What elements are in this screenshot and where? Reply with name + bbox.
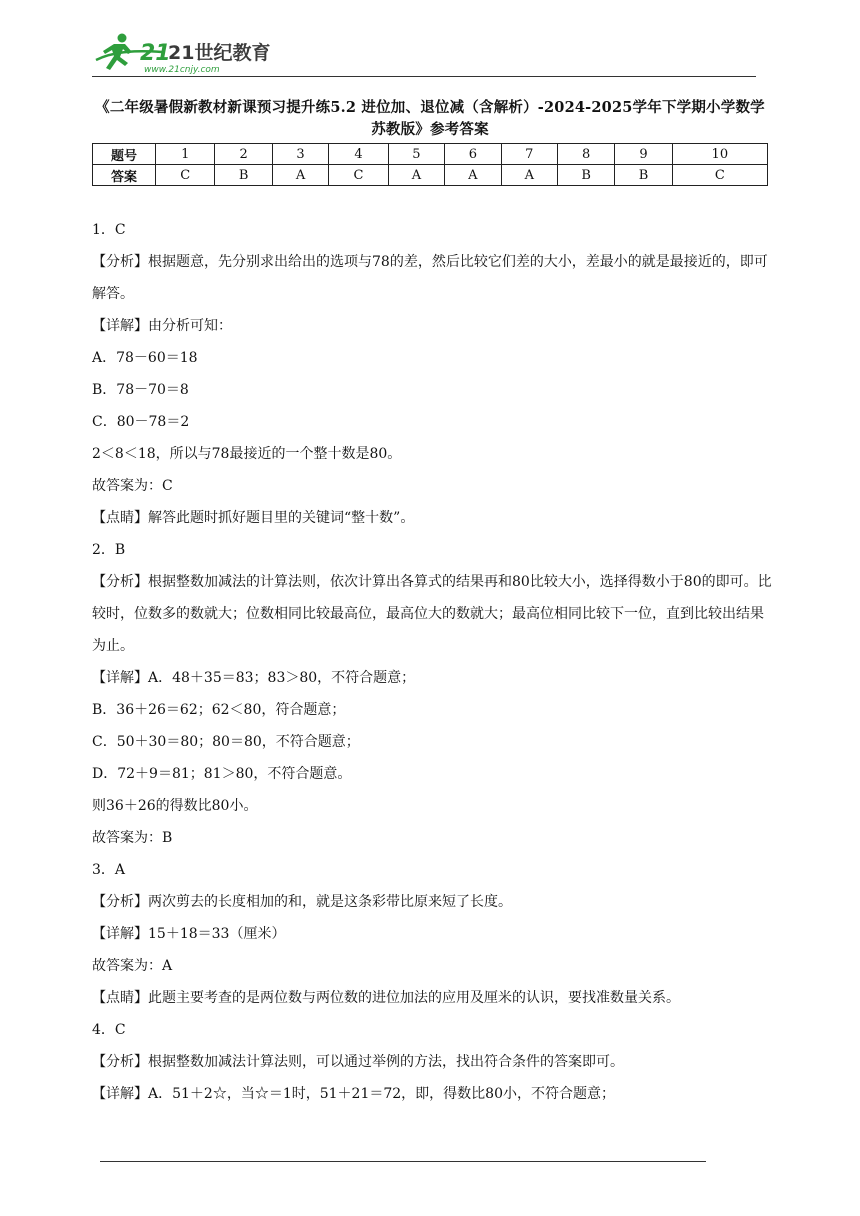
detail-line: 2＜8＜18，所以与78最接近的一个整十数是80。 <box>92 446 402 462</box>
detail-line: B．36＋26＝62；62＜80，符合题意； <box>92 702 346 718</box>
question-number: 2 <box>215 144 272 165</box>
answer-line: 故答案为：C <box>92 478 173 494</box>
answer-cell: B <box>615 165 672 186</box>
analysis-paragraph: 【分析】根据整数加减法计算法则，可以通过举例的方法，找出符合条件的答案即可。 <box>92 1054 624 1070</box>
answer-line: 故答案为：B <box>92 830 173 846</box>
answer-cell: C <box>156 165 215 186</box>
answer-cell: A <box>272 165 328 186</box>
logo-21cnjy <box>92 30 272 76</box>
page-header <box>92 30 756 78</box>
question-number: 3 <box>272 144 328 165</box>
detail-line: 则36＋26的得数比80小。 <box>92 798 258 814</box>
detail-paragraph: 【详解】由分析可知： <box>92 318 232 334</box>
question-number: 9 <box>615 144 672 165</box>
svg-text:21世纪教育: 21世纪教育 <box>168 42 271 64</box>
answer-table <box>92 143 768 186</box>
answer-cell: C <box>672 165 767 186</box>
analysis-paragraph: 【分析】根据题意，先分别求出给出的选项与78的差，然后比较它们差的大小，差最小的就是最接近的，即可解答。 <box>92 254 768 302</box>
question-number: 8 <box>557 144 614 165</box>
detail-line: B．78－70＝8 <box>92 382 189 398</box>
detail-line: C．80－78＝2 <box>92 414 190 430</box>
question-number: 7 <box>501 144 557 165</box>
header-divider <box>92 76 756 77</box>
answer-cell: A <box>501 165 557 186</box>
detail-line: D．72＋9＝81；81＞80，不符合题意。 <box>92 766 352 782</box>
detail-paragraph: 【详解】15＋18＝33（厘米） <box>92 926 286 942</box>
answer-cell: A <box>445 165 501 186</box>
answer-heading: 1．C <box>92 222 126 238</box>
svg-text:21: 21 <box>140 41 171 66</box>
comment-paragraph: 【点睛】此题主要考查的是两位数与两位数的进位加法的应用及厘米的认识，要找准数量关系。 <box>92 990 680 1006</box>
comment-paragraph: 【点睛】解答此题时抓好题目里的关键词“整十数”。 <box>92 510 415 526</box>
answer-cell: A <box>388 165 444 186</box>
analysis-paragraph: 【分析】根据整数加减法的计算法则，依次计算出各算式的结果再和80比较大小，选择得数小于80的即可。比较时，位数多的数就大；位数相同比较最高位，最高位大的数就大；最高位相同比较下一位，直到比较出结果为止。 <box>92 574 772 654</box>
table-row <box>93 165 768 186</box>
row-label-answer: 答案 <box>93 165 156 186</box>
question-number: 6 <box>445 144 501 165</box>
detail-line: C．50＋30＝80；80＝80，不符合题意； <box>92 734 360 750</box>
footer-divider <box>100 1161 706 1162</box>
answer-cell: C <box>329 165 388 186</box>
svg-text:www.21cnjy.com: www.21cnjy.com <box>144 65 220 75</box>
question-number: 5 <box>388 144 444 165</box>
question-number: 1 <box>156 144 215 165</box>
solution-content <box>92 214 776 1110</box>
table-row <box>93 144 768 165</box>
detail-paragraph: 【详解】A．48＋35＝83；83＞80，不符合题意； <box>92 670 416 686</box>
answer-cell: B <box>557 165 614 186</box>
detail-line: A．78－60＝18 <box>92 350 198 366</box>
document-title: 《二年级暑假新教材新课预习提升练5.2 进位加、退位减（含解析）-2024-2025学年下学期小学数学苏教版》参考答案 <box>95 99 765 138</box>
answer-heading: 2．B <box>92 542 126 558</box>
question-number: 10 <box>672 144 767 165</box>
answer-line: 故答案为：A <box>92 958 173 974</box>
analysis-paragraph: 【分析】两次剪去的长度相加的和，就是这条彩带比原来短了长度。 <box>92 894 512 910</box>
row-label-number: 题号 <box>93 144 156 165</box>
answer-cell: B <box>215 165 272 186</box>
question-number: 4 <box>329 144 388 165</box>
detail-paragraph: 【详解】A．51＋2☆，当☆＝1时，51＋21＝72，即，得数比80小，不符合题意； <box>92 1086 615 1102</box>
answer-heading: 4．C <box>92 1022 126 1038</box>
answer-heading: 3．A <box>92 862 126 878</box>
